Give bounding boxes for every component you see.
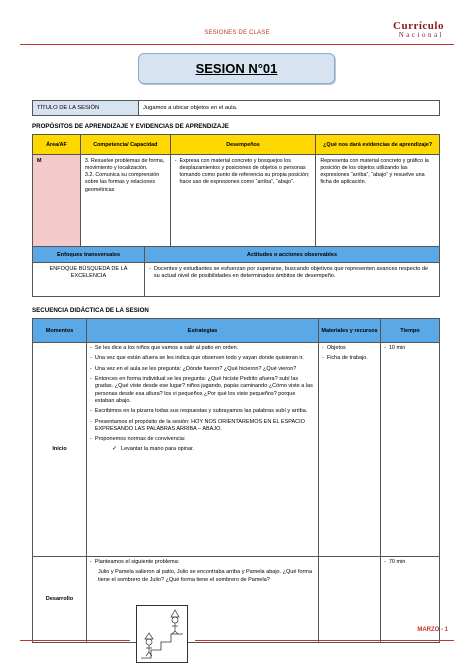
footer-rule-right — [195, 640, 454, 641]
dash-bullet: - — [174, 158, 177, 164]
inicio-step: Proponemos normas de convivencia: — [94, 436, 186, 443]
inicio-step: Una vez en el aula se les pregunta: ¿Dónde fueron? ¿Qué hicieron? ¿Qué vieron? — [94, 365, 297, 372]
desarrollo-materiales — [319, 557, 381, 643]
problema-text: Julio y Pamela salieron al patio, Julio se encontraba arriba y Pamela abajo. ¿Qué forma tiene el sombrero de Julio? ¿Qué forma tiene el sombrero de Pamela? — [98, 569, 313, 583]
inicio-step: Se les dice a los niños que vamos a salir al patio en orden. — [94, 345, 239, 351]
competencia-2: 3.2. Comunica su comprensión sobre las formas y relaciones geométricas — [84, 172, 160, 193]
col-materiales: Materiales y recursos — [319, 319, 381, 343]
inicio-tiempo: - 10 min — [381, 343, 440, 557]
evidencia-cell — [316, 155, 440, 255]
col-desempenos: Desempeños — [170, 135, 316, 155]
secuencia-heading: SECUENCIA DIDÁCTICA DE LA SESION — [32, 307, 149, 314]
competencia-1: 3. Resuelve problemas de forma, movimiento y localización. — [84, 158, 165, 172]
evidencia-text: Representa con material concreto y gráfico la posición de los objetos utilizando las expresiones “arriba”, “abajo” y resuelve una ficha de aplicación. — [320, 158, 429, 186]
competencia-cell — [80, 155, 170, 255]
desarrollo-tiempo: - 70 min — [381, 557, 440, 643]
inicio-step: Escribimos en la pizarra todas sus respuestas y subrayamos las palabras subí y arriba. — [94, 408, 308, 415]
momento-desarrollo: Desarrollo — [33, 557, 87, 643]
actitud-text: Docentes y estudiantes se esfuerzan por superarse, buscando objetivos que representen avances respecto de su actual nivel de posibilidades en determinados ámbitos de desempeño. — [153, 266, 429, 280]
enfoques-table — [32, 246, 440, 297]
material-item: Ficha de trabajo. — [326, 355, 368, 362]
inicio-step: Entonces en forma individual se les pregunta: ¿Qué hiciste Pedrito afuera? subí las gradas. ¿Qué viste desde ese lugar? niños jugando, papás caminando ¿Cómo viste a las personas desde esa altura? los vi pequeños ¿Por qué los viste pequeños? porque estaban abajo. — [94, 375, 313, 404]
page-number: MARZO - 1 — [417, 627, 448, 633]
secuencia-table — [32, 318, 440, 643]
footer-rule-left — [20, 640, 130, 641]
curriculo-nacional-logo — [393, 20, 444, 39]
actitud-cell — [145, 263, 440, 297]
tiempo-value: 70 min — [388, 559, 406, 565]
session-title-box — [138, 53, 335, 84]
titulo-value: Jugamos a ubicar objetos en el aula. — [139, 101, 440, 116]
col-evidencias: ¿Qué nos dará evidencias de aprendizaje? — [316, 135, 440, 155]
inicio-step: Una vez que están afuera se les indica que observen todo y vayan donde quisieran ir. — [94, 355, 304, 362]
desarrollo-estrategias: - Planteamos el siguiente problema: Julio y Pamela salieron al patio, Julio se encontraba arriba y Pamela abajo. ¿Qué forma tiene el sombrero de Julio? ¿Qué forma tiene el sombrero de Pamela? — [87, 557, 319, 643]
col-actitudes: Actitudes o acciones observables — [145, 247, 440, 263]
children-stairs-illustration — [136, 605, 188, 663]
propositos-table — [32, 134, 440, 255]
propositos-heading: PROPÓSITOS DE APRENDIZAJE Y EVIDENCIAS DE APRENDIZAJE — [32, 123, 229, 130]
col-area: Área/AF — [33, 135, 81, 155]
titulo-table — [32, 100, 440, 116]
tiempo-value: 10 min — [388, 345, 406, 351]
titulo-label: TÍTULO DE LA SESIÓN — [33, 101, 139, 116]
section-label: SESIONES DE CLASE — [204, 30, 270, 36]
desempeno-text: Expresa con material concreto y bosquejos los desplazamientos y posiciones de objetos o personas tomando como punto de referencia su propia posición; hace uso de expresiones como “arriba”, “abajo”. — [179, 158, 310, 186]
col-estrategias: Estrategias — [87, 319, 319, 343]
header-rule — [20, 44, 454, 45]
session-title: SESION N°01 — [195, 61, 278, 76]
inicio-estrategias: - Se les dice a los niños que vamos a salir al patio en orden. - Una vez que están afuera se les indica que observen todo y vayan donde quisieran ir. - Una vez en el aula se les pregunta: ¿Dónde fueron? ¿Qué hicieron? ¿Qué vieron? - Entonces en forma individual se les pregunta: ¿Qué hiciste Pedrito afuera? subí las gradas. ¿Qué viste desde ese lugar? niños jugando, papás caminando ¿Cómo viste a las personas desde esa altura? los vi pequeños ¿Por qué los viste pequeños? porque estaban abajo. - Escribimos en la pizarra todas sus respuestas y subrayamos las palabras subí y arriba. - Presentamos el propósito de la sesión: HOY NOS ORIENTAREMOS EN EL ESPACIO EXPRESANDO LAS PALABRAS ARRIBA – ABAJO. - Proponemos normas de convivencia: ✓ Levantar la mano para opinar. — [87, 343, 319, 557]
inicio-materiales: - Objetos - Ficha de trabajo. — [319, 343, 381, 557]
checkmark-icon: ✓ — [112, 446, 118, 453]
momento-inicio: Inicio — [33, 343, 87, 557]
material-item: Objetos — [326, 345, 346, 351]
area-cell: M — [33, 155, 81, 255]
dash-bullet: - — [149, 266, 151, 272]
col-enfoques: Enfoques transversales — [33, 247, 145, 263]
desempeno-cell — [170, 155, 316, 255]
col-momentos: Momentos — [33, 319, 87, 343]
col-competencia: Competencia/ Capacidad — [80, 135, 170, 155]
desarrollo-step: Planteamos el siguiente problema: — [94, 559, 180, 565]
logo-line-2: Nacional — [398, 31, 444, 39]
col-tiempo: Tiempo — [381, 319, 440, 343]
inicio-step: Presentamos el propósito de la sesión: HOY NOS ORIENTAREMOS EN EL ESPACIO EXPRESANDO LAS PALABRAS ARRIBA – ABAJO. — [94, 418, 305, 432]
logo-line-1: Currículo — [393, 20, 444, 32]
norma-text: Levantar la mano para opinar. — [121, 446, 195, 453]
enfoque-cell: ENFOQUE BÚSQUEDA DE LA EXCELENCIA — [33, 263, 145, 297]
